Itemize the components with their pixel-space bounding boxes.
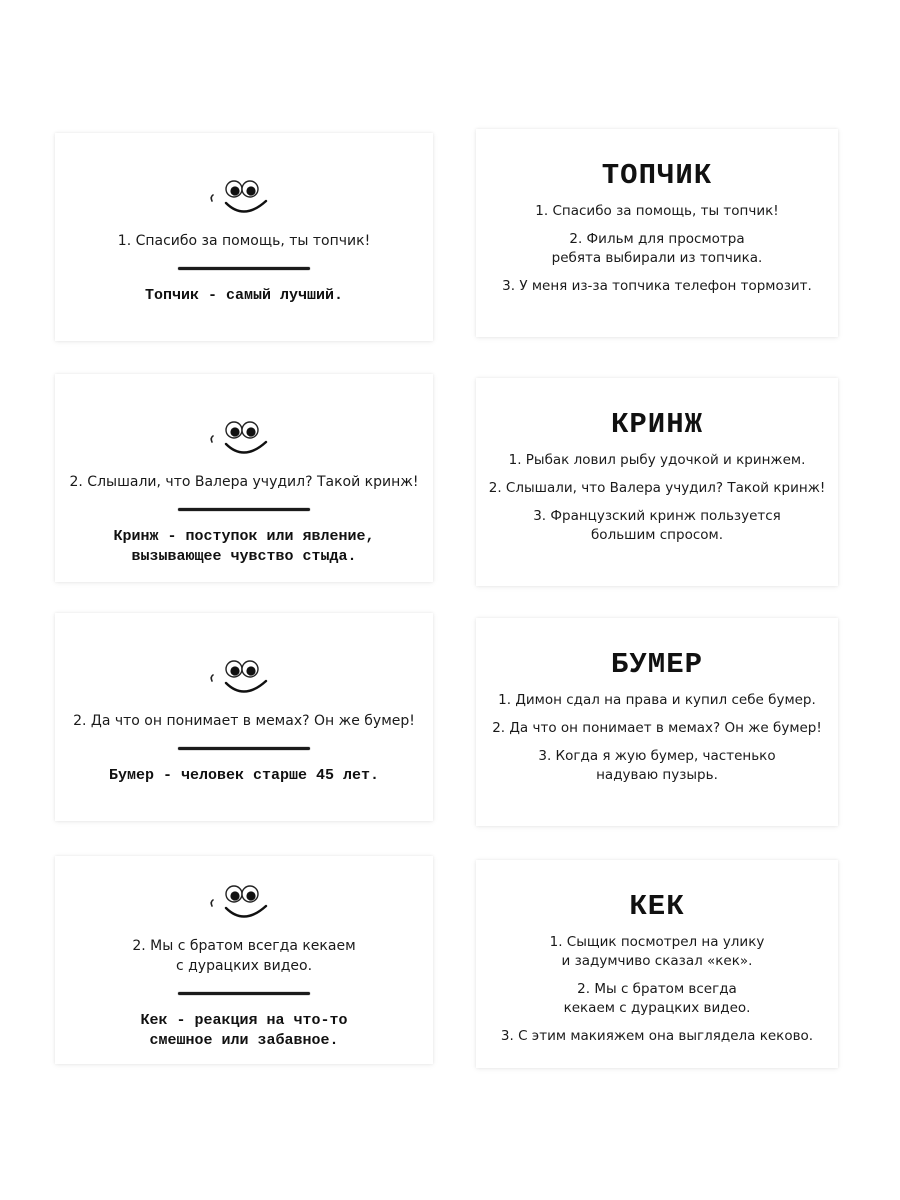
divider-line	[178, 508, 310, 511]
definition-card-kek	[55, 856, 433, 1064]
example-sentence: 1. Спасибо за помощь, ты топчик!	[117, 233, 371, 249]
divider-line	[178, 267, 310, 270]
word-card-topchik	[476, 129, 838, 337]
example-sentence: 2. Да что он понимает в мемах? Он же бумер!	[73, 713, 415, 729]
card-word: КЕК	[629, 890, 685, 923]
example-sentence: 2. Мы с братом всегда кекаем с дурацких видео.	[132, 938, 356, 974]
example-item: 1. Рыбак ловил рыбу удочкой и кринжем.	[508, 452, 806, 468]
examples-list	[492, 691, 822, 785]
word-definition: Топчик - самый лучший.	[144, 287, 344, 304]
card-word: КРИНЖ	[610, 408, 703, 441]
example-item: 3. Когда я жую бумер, частенько надуваю пузырь.	[538, 748, 776, 783]
word-definition: Кек - реакция на что-то смешное или забавное.	[140, 1012, 348, 1049]
smiley-face-icon	[204, 882, 284, 924]
word-card-krinzh	[476, 378, 838, 586]
definition-card-bumer	[55, 613, 433, 821]
example-item: 3. Французский кринж пользуется большим спросом.	[533, 508, 781, 543]
example-item: 1. Спасибо за помощь, ты топчик!	[535, 203, 779, 219]
divider-line	[178, 747, 310, 750]
example-item: 3. У меня из-за топчика телефон тормозит.	[502, 278, 812, 294]
example-item: 1. Димон сдал на права и купил себе бумер.	[498, 692, 816, 708]
examples-list	[502, 202, 812, 296]
example-item: 2. Слышали, что Валера учудил? Такой кринж!	[488, 480, 826, 496]
word-definition: Кринж - поступок или явление, вызывающее чувство стыда.	[113, 528, 375, 565]
card-word: ТОПЧИК	[601, 159, 713, 192]
card-word: БУМЕР	[610, 648, 703, 681]
smiley-face-icon	[204, 657, 284, 699]
smiley-face-icon	[204, 418, 284, 460]
example-item: 2. Мы с братом всегда кекаем с дурацких видео.	[563, 981, 751, 1016]
example-item: 2. Да что он понимает в мемах? Он же бумер!	[492, 720, 822, 736]
examples-list	[489, 451, 826, 545]
example-sentence: 2. Слышали, что Валера учудил? Такой кринж!	[69, 474, 419, 490]
definition-card-krinzh	[55, 374, 433, 582]
word-card-kek	[476, 860, 838, 1068]
divider-line	[178, 992, 310, 995]
word-definition: Бумер - человек старше 45 лет.	[108, 767, 380, 784]
examples-list	[501, 933, 813, 1046]
example-item: 2. Фильм для просмотра ребята выбирали из топчика.	[551, 231, 763, 266]
word-card-bumer	[476, 618, 838, 826]
example-item: 1. Сыщик посмотрел на улику и задумчиво сказал «кек».	[549, 934, 765, 969]
example-item: 3. С этим макияжем она выглядела кеково.	[500, 1028, 814, 1044]
smiley-face-icon	[204, 177, 284, 219]
definition-card-topchik	[55, 133, 433, 341]
